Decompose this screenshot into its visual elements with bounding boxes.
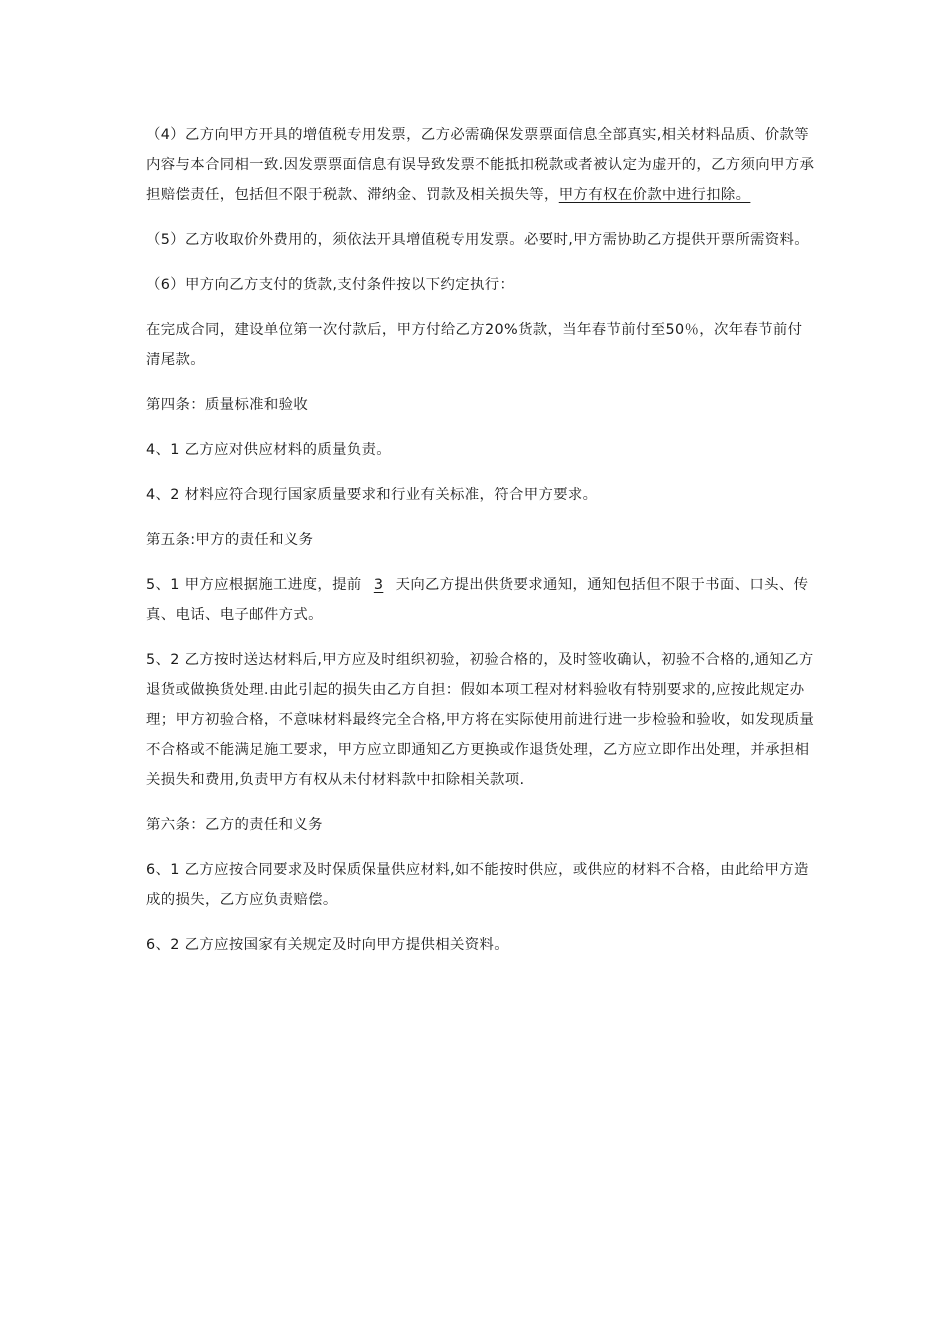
clause-5-1 xyxy=(146,570,816,630)
clause-4-1: 4、1 乙方应对供应材料的质量负责。 xyxy=(146,442,392,458)
article-5-heading: 第五条:甲方的责任和义务 xyxy=(146,532,314,548)
clause-4-2: 4、2 材料应符合现行国家质量要求和行业有关标准，符合甲方要求。 xyxy=(146,487,598,503)
clause-3-4 xyxy=(146,120,816,210)
document-page xyxy=(146,120,816,975)
clause-6-1: 6、1 乙方应按合同要求及时保质保量供应材料,如不能按时供应，或供应的材料不合格，由此给甲方造成的损失，乙方应负责赔偿。 xyxy=(146,862,809,908)
payment-terms: 在完成合同，建设单位第一次付款后，甲方付给乙方20%货款，当年春节前付至50％，次年春节前付清尾款。 xyxy=(146,322,803,368)
clause-3-4-text: （4）乙方向甲方开具的增值税专用发票，乙方必需确保发票票面信息全部真实,相关材料品质、价款等内容与本合同相一致.因发票票面信息有误导致发票不能抵扣税款或者被认定为虚开的，乙方须向甲方承担赔偿责任，包括但不限于税款、滞纳金、罚款及相关损失等， xyxy=(146,127,815,203)
article-6-heading: 第六条：乙方的责任和义务 xyxy=(146,817,323,833)
article-4-heading: 第四条：质量标准和验收 xyxy=(146,397,309,413)
clause-3-4-underlined: 甲方有权在价款中进行扣除。 xyxy=(558,187,751,203)
clause-5-1-text-b: 天向乙方提出供货要求通知，通知包括但不限于书面、口头、传真、电话、电子邮件方式。 xyxy=(146,577,809,623)
clause-5-1-text-a: 5、1 甲方应根据施工进度，提前 xyxy=(146,577,362,593)
clause-3-6: （6）甲方向乙方支付的货款,支付条件按以下约定执行： xyxy=(146,277,515,293)
notice-days-blank: 3 xyxy=(373,577,384,593)
clause-6-2: 6、2 乙方应按国家有关规定及时向甲方提供相关资料。 xyxy=(146,937,509,953)
clause-5-2: 5、2 乙方按时送达材料后,甲方应及时组织初验，初验合格的，及时签收确认，初验不合格的,通知乙方退货或做换货处理.由此引起的损失由乙方自担：假如本项工程对材料验收有特别要求的,应按此规定办理；甲方初验合格，不意味材料最终完全合格,甲方将在实际使用前进行进一步检验和验收，如发现质量不合格或不能满足施工要求，甲方应立即通知乙方更换或作退货处理，乙方应立即作出处理，并承担相关损失和费用,负责甲方有权从未付材料款中扣除相关款项. xyxy=(146,652,815,788)
clause-3-5: （5）乙方收取价外费用的，须依法开具增值税专用发票。必要时,甲方需协助乙方提供开票所需资料。 xyxy=(146,232,810,248)
